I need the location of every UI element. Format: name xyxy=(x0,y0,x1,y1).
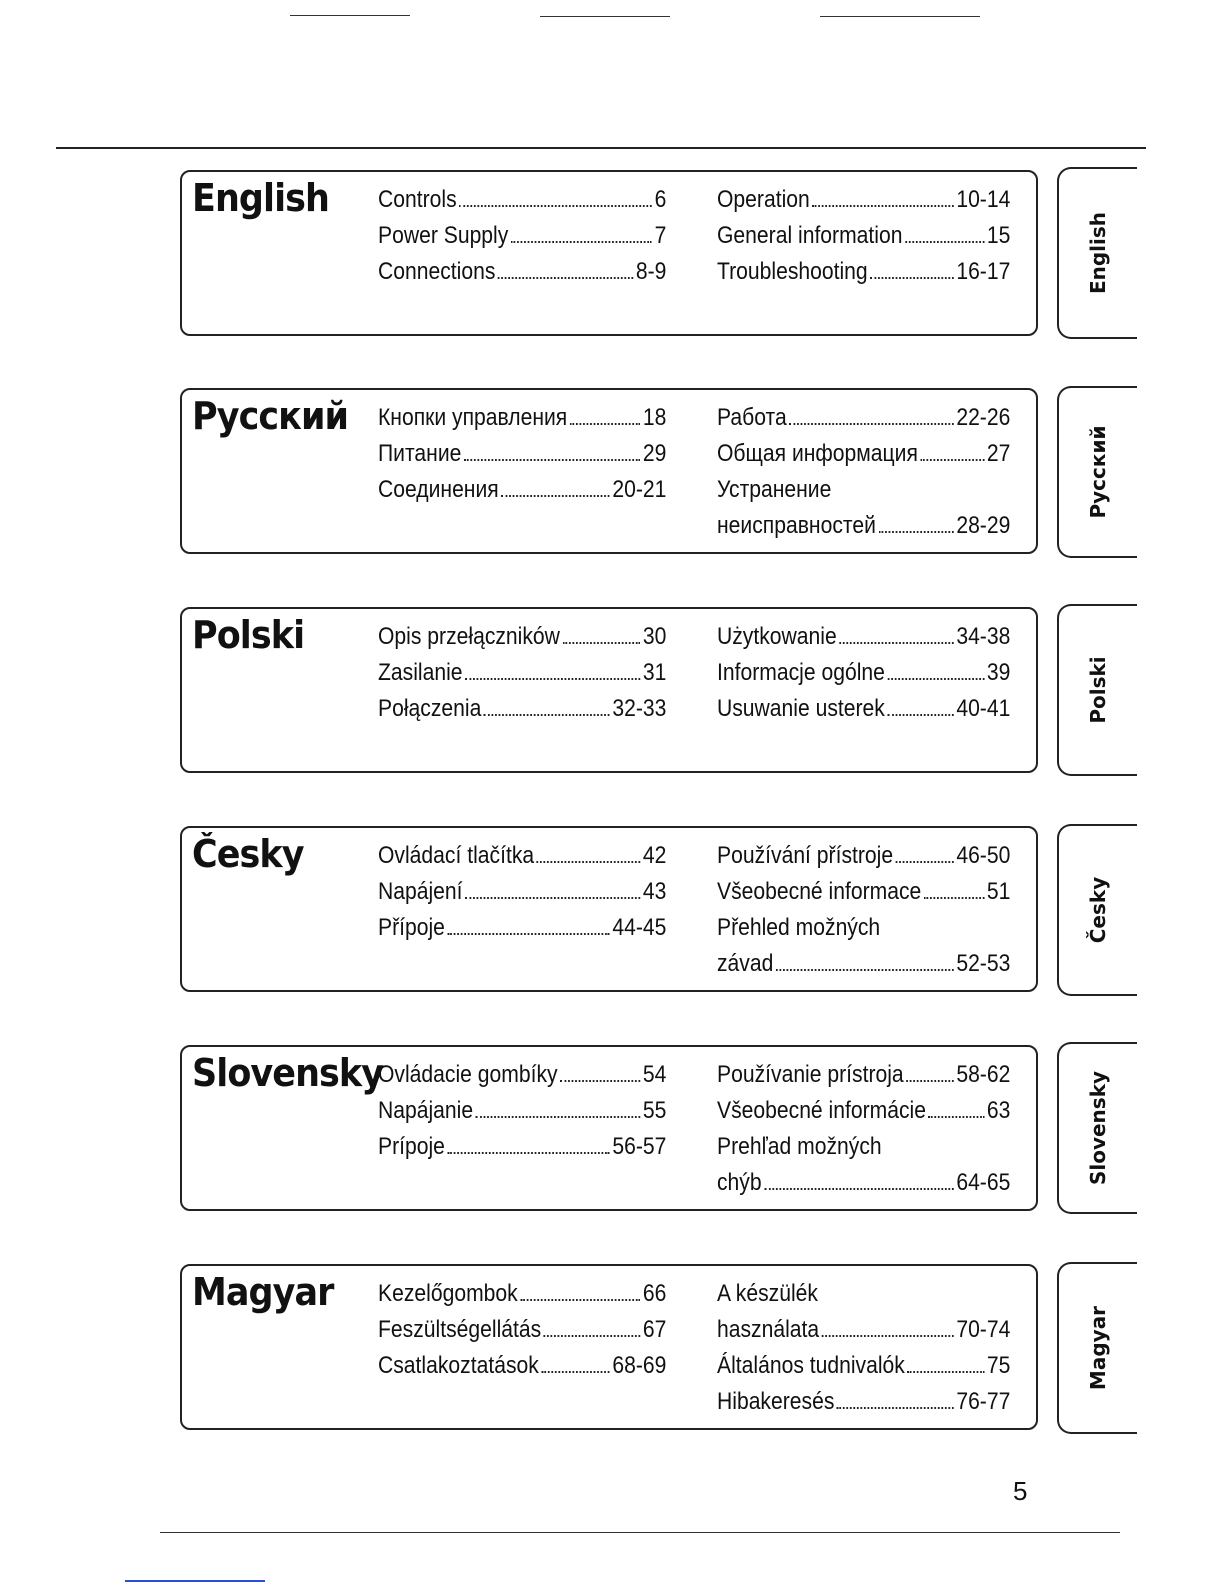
toc-entry-label: Кнопки управления xyxy=(378,404,568,431)
toc-entry[interactable] xyxy=(378,878,666,914)
toc-entry[interactable] xyxy=(378,440,666,476)
toc-column xyxy=(378,186,668,294)
toc-entry-page: 67 xyxy=(642,1316,667,1343)
section-title: Česky xyxy=(192,832,304,876)
toc-entry-page: 64-65 xyxy=(956,1169,1011,1196)
toc-entry-page: 43 xyxy=(642,878,667,905)
toc-entry-label: A készülék xyxy=(717,1280,818,1307)
toc-entry-label: General information xyxy=(717,222,903,249)
toc-entry-page: 46-50 xyxy=(956,842,1011,869)
toc-entry-label: Přípoje xyxy=(378,914,445,941)
dot-leader xyxy=(888,678,985,680)
toc-entry-label: Устранение xyxy=(717,476,832,503)
toc-entry-page: 7 xyxy=(654,222,667,249)
toc-section xyxy=(180,607,1038,773)
toc-entry-label: Prípoje xyxy=(378,1133,445,1160)
toc-entry-page: 56-57 xyxy=(612,1133,667,1160)
toc-entry-page: 68-69 xyxy=(612,1352,667,1379)
toc-entry[interactable] xyxy=(378,1352,666,1388)
dot-leader xyxy=(822,1335,954,1337)
language-tab[interactable] xyxy=(1057,1042,1137,1214)
toc-entry-page: 29 xyxy=(642,440,667,467)
toc-entry-label: Používání přístroje xyxy=(717,842,894,869)
toc-column xyxy=(378,842,668,950)
language-tab[interactable] xyxy=(1057,1262,1137,1434)
toc-entry[interactable] xyxy=(378,1133,666,1169)
toc-entry-page: 51 xyxy=(986,878,1011,905)
scan-artifact-top-2 xyxy=(540,16,670,17)
toc-entry-page: 70-74 xyxy=(956,1316,1011,1343)
toc-entry[interactable] xyxy=(378,659,666,695)
toc-entry-label: Napájanie xyxy=(378,1097,474,1124)
toc-entry-page: 75 xyxy=(986,1352,1011,1379)
toc-entry[interactable] xyxy=(717,914,1010,950)
toc-entry[interactable] xyxy=(378,258,666,294)
toc-entry-page: 10-14 xyxy=(956,186,1011,213)
toc-entry[interactable] xyxy=(378,914,666,950)
language-tab-label: Slovensky xyxy=(1086,1070,1110,1186)
toc-entry-label: Feszültségellátás xyxy=(378,1316,542,1343)
dot-leader xyxy=(776,969,954,971)
dot-leader xyxy=(563,642,641,644)
toc-entry-label: Operation xyxy=(717,186,810,213)
toc-entry-label: Troubleshooting xyxy=(717,258,868,285)
language-tab-label: Polski xyxy=(1086,656,1110,724)
page-number: 5 xyxy=(1013,1476,1028,1506)
dot-leader xyxy=(511,241,652,243)
language-tab-label: Magyar xyxy=(1086,1305,1110,1391)
toc-entry[interactable] xyxy=(717,404,1010,440)
toc-entry[interactable] xyxy=(717,222,1010,258)
toc-entry-label: závad xyxy=(717,950,774,977)
toc-entry-label: Usuwanie usterek xyxy=(717,695,885,722)
toc-entry[interactable] xyxy=(378,222,666,258)
toc-entry-label: Połączenia xyxy=(378,695,482,722)
toc-entry-label: Všeobecné informace xyxy=(717,878,922,905)
language-tab[interactable] xyxy=(1057,386,1137,558)
dot-leader xyxy=(921,459,985,461)
dot-leader xyxy=(924,897,984,899)
language-tab-label: English xyxy=(1086,211,1110,295)
toc-entry[interactable] xyxy=(717,842,1010,878)
toc-entry-page: 22-26 xyxy=(956,404,1011,431)
toc-section xyxy=(180,388,1038,554)
toc-entry[interactable] xyxy=(378,1316,666,1352)
toc-entry-label: Power Supply xyxy=(378,222,509,249)
dot-leader xyxy=(459,205,652,207)
toc-column xyxy=(717,404,1012,548)
toc-entry[interactable] xyxy=(717,440,1010,476)
toc-column xyxy=(378,623,668,731)
section-title: Polski xyxy=(192,613,305,657)
toc-section xyxy=(180,826,1038,992)
dot-leader xyxy=(465,897,640,899)
toc-entry-page: 18 xyxy=(642,404,667,431)
dot-leader xyxy=(870,277,953,279)
toc-entry[interactable] xyxy=(717,695,1010,731)
dot-leader xyxy=(789,423,953,425)
toc-entry-label: Opis przełączników xyxy=(378,623,560,650)
toc-entry-page: 40-41 xyxy=(956,695,1011,722)
toc-entry-label: Általános tudnivalók xyxy=(717,1352,905,1379)
toc-entry[interactable] xyxy=(717,1061,1010,1097)
dot-leader xyxy=(896,861,954,863)
dot-leader xyxy=(888,714,954,716)
toc-section xyxy=(180,170,1038,336)
toc-entry[interactable] xyxy=(378,1061,666,1097)
toc-entry-page: 42 xyxy=(642,842,667,869)
toc-entry-label: Controls xyxy=(378,186,457,213)
toc-entry-page: 44-45 xyxy=(612,914,667,941)
toc-entry[interactable] xyxy=(717,950,1010,986)
dot-leader xyxy=(544,1335,640,1337)
toc-entry-page: 55 xyxy=(642,1097,667,1124)
dot-leader xyxy=(448,1152,610,1154)
toc-section xyxy=(180,1264,1038,1430)
dot-leader xyxy=(520,1299,640,1301)
toc-entry[interactable] xyxy=(378,842,666,878)
dot-leader xyxy=(448,933,610,935)
dot-leader xyxy=(560,1080,640,1082)
toc-entry[interactable] xyxy=(378,404,666,440)
toc-entry-page: 66 xyxy=(642,1280,667,1307)
dot-leader xyxy=(541,1371,609,1373)
dot-leader xyxy=(929,1116,985,1118)
toc-entry[interactable] xyxy=(717,1280,1010,1316)
dot-leader xyxy=(465,678,640,680)
toc-entry-page: 20-21 xyxy=(612,476,667,503)
section-title: Slovensky xyxy=(192,1051,384,1095)
toc-entry-label: Работа xyxy=(717,404,787,431)
toc-entry-page: 15 xyxy=(986,222,1011,249)
toc-entry-label: Соединения xyxy=(378,476,499,503)
dot-leader xyxy=(905,241,984,243)
section-title: Русский xyxy=(192,394,349,438)
toc-entry-label: Napájení xyxy=(378,878,463,905)
toc-entry-page: 16-17 xyxy=(956,258,1011,285)
dot-leader xyxy=(764,1188,953,1190)
language-tab[interactable] xyxy=(1057,824,1137,996)
language-tab[interactable] xyxy=(1057,167,1137,339)
toc-column xyxy=(378,1280,668,1388)
toc-column xyxy=(378,1061,668,1169)
dot-leader xyxy=(879,531,954,533)
toc-entry[interactable] xyxy=(717,623,1010,659)
toc-entry-label: Všeobecné informácie xyxy=(717,1097,926,1124)
toc-entry[interactable] xyxy=(717,512,1010,548)
toc-column xyxy=(378,404,668,512)
scan-artifact-top-3 xyxy=(820,16,980,17)
toc-entry[interactable] xyxy=(717,1316,1010,1352)
dot-leader xyxy=(907,1371,984,1373)
toc-entry[interactable] xyxy=(717,878,1010,914)
toc-entry[interactable] xyxy=(717,1388,1010,1424)
toc-entry-label: Общая информация xyxy=(717,440,918,467)
toc-entry-label: Питание xyxy=(378,440,462,467)
dot-leader xyxy=(906,1080,953,1082)
dot-leader xyxy=(537,861,640,863)
language-tab-label: Русский xyxy=(1086,425,1110,519)
toc-entry-page: 58-62 xyxy=(956,1061,1011,1088)
toc-entry-label: Użytkowanie xyxy=(717,623,837,650)
toc-entry-label: неисправностей xyxy=(717,512,876,539)
toc-entry[interactable] xyxy=(717,1352,1010,1388)
section-title: Magyar xyxy=(192,1270,334,1314)
toc-entry-page: 54 xyxy=(642,1061,667,1088)
toc-entry-label: Hibakeresés xyxy=(717,1388,835,1415)
toc-entry-label: használata xyxy=(717,1316,820,1343)
toc-entry[interactable] xyxy=(378,1280,666,1316)
toc-entry-label: Používanie prístroja xyxy=(717,1061,904,1088)
toc-column xyxy=(717,623,1012,731)
toc-entry[interactable] xyxy=(717,659,1010,695)
toc-entry[interactable] xyxy=(717,1097,1010,1133)
dot-leader xyxy=(464,459,640,461)
dot-leader xyxy=(484,714,610,716)
toc-entry-page: 28-29 xyxy=(956,512,1011,539)
toc-entry-label: chýb xyxy=(717,1169,762,1196)
toc-entry-page: 32-33 xyxy=(612,695,667,722)
toc-entry-page: 31 xyxy=(642,659,667,686)
toc-entry-label: Zasilanie xyxy=(378,659,463,686)
toc-column xyxy=(717,1280,1012,1424)
dot-leader xyxy=(839,642,953,644)
toc-entry[interactable] xyxy=(717,476,1010,512)
dot-leader xyxy=(476,1116,640,1118)
toc-entry-page: 63 xyxy=(986,1097,1011,1124)
language-tab-label: Česky xyxy=(1086,876,1110,944)
toc-entry[interactable] xyxy=(378,623,666,659)
toc-entry[interactable] xyxy=(717,186,1010,222)
dot-leader xyxy=(812,205,953,207)
toc-entry-label: Kezelőgombok xyxy=(378,1280,518,1307)
scan-artifact-top-1 xyxy=(290,15,410,16)
blue-edge-line xyxy=(125,1580,265,1582)
toc-entry[interactable] xyxy=(378,476,666,512)
toc-section xyxy=(180,1045,1038,1211)
dot-leader xyxy=(837,1407,954,1409)
dot-leader xyxy=(570,423,640,425)
toc-column xyxy=(717,1061,1012,1205)
language-tab[interactable] xyxy=(1057,604,1137,776)
toc-entry[interactable] xyxy=(717,1169,1010,1205)
toc-entry-page: 52-53 xyxy=(956,950,1011,977)
toc-entry-label: Ovládacie gombíky xyxy=(378,1061,558,1088)
toc-entry-label: Přehled možných xyxy=(717,914,881,941)
dot-leader xyxy=(501,495,609,497)
toc-entry-label: Ovládací tlačítka xyxy=(378,842,535,869)
toc-entry-label: Informacje ogólne xyxy=(717,659,885,686)
toc-entry-page: 76-77 xyxy=(956,1388,1011,1415)
toc-entry[interactable] xyxy=(717,258,1010,294)
toc-entry-page: 34-38 xyxy=(956,623,1011,650)
toc-entry-page: 6 xyxy=(654,186,667,213)
toc-entry[interactable] xyxy=(378,1097,666,1133)
dot-leader xyxy=(498,277,633,279)
toc-column xyxy=(717,186,1012,294)
section-title: English xyxy=(192,176,330,220)
toc-entry[interactable] xyxy=(717,1133,1010,1169)
top-rule xyxy=(56,147,1146,149)
toc-entry-page: 39 xyxy=(986,659,1011,686)
toc-entry-page: 27 xyxy=(986,440,1011,467)
toc-entry-label: Connections xyxy=(378,258,496,285)
toc-entry[interactable] xyxy=(378,186,666,222)
toc-entry-label: Csatlakoztatások xyxy=(378,1352,539,1379)
scan-artifact-bottom xyxy=(160,1532,1120,1533)
toc-entry-page: 8-9 xyxy=(635,258,667,285)
toc-entry[interactable] xyxy=(378,695,666,731)
toc-entry-label: Prehľad možných xyxy=(717,1133,882,1160)
toc-column xyxy=(717,842,1012,986)
toc-entry-page: 30 xyxy=(642,623,667,650)
